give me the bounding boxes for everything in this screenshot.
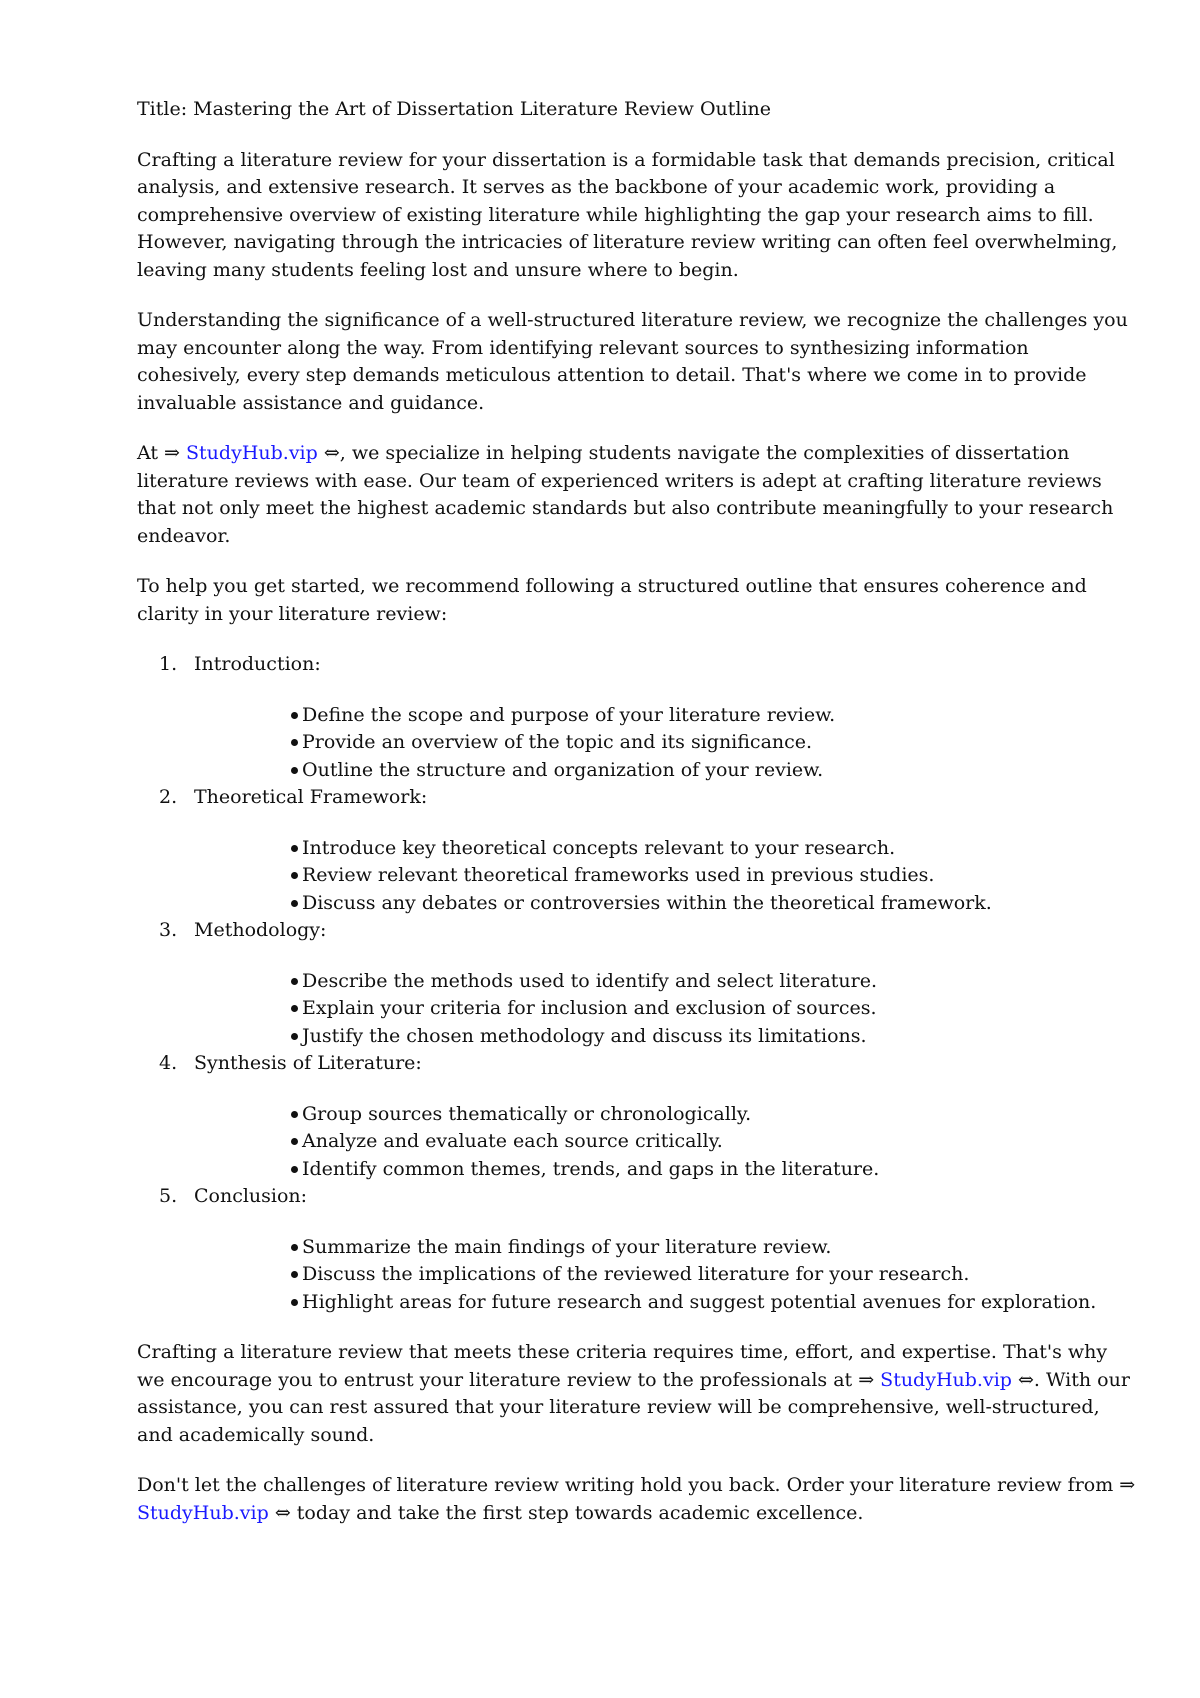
outline-points (194, 1234, 1137, 1317)
outline-point (291, 702, 1137, 730)
document-title: Title: Mastering the Art of Dissertation Literature Review Outline (137, 98, 772, 120)
studyhub-link[interactable]: StudyHub.vip (186, 442, 318, 464)
bullet-icon (291, 1244, 298, 1251)
paragraph-text: At ⇒ (137, 442, 187, 464)
outline-section (137, 1050, 1137, 1183)
bullet-icon (291, 900, 298, 907)
bullet-icon (291, 872, 298, 879)
outline-point (291, 995, 1137, 1023)
outline-point (291, 729, 1137, 757)
outline-point (291, 1234, 1137, 1262)
studyhub-link[interactable]: StudyHub.vip (137, 1501, 269, 1524)
paragraph-text: ⇔ today and take the first step towards academic excellence. (268, 1501, 864, 1524)
outline-point (291, 1128, 1137, 1156)
bullet-icon (291, 845, 298, 852)
outline-point-text: Highlight areas for future research and suggest potential avenues for exploration. (302, 1290, 1097, 1313)
outline-point-text: Explain your criteria for inclusion and exclusion of sources. (302, 997, 877, 1019)
outline-point (291, 1261, 1137, 1289)
outline-point-text: Introduce key theoretical concepts relevant to your research. (302, 836, 896, 859)
outline-point (291, 968, 1137, 996)
outline-heading: Methodology: (194, 919, 327, 941)
outline-points (194, 968, 1137, 1051)
paragraph-text: Crafting a literature review that meets these criteria requires time, effort, and expertise. That's why we encourage you to entrust your literature review to the professionals at ⇒ (137, 1341, 1108, 1391)
outline-heading: Theoretical Framework: (194, 786, 428, 808)
paragraph-entrust (137, 1339, 1137, 1449)
outline-point-text: Review relevant theoretical frameworks used in previous studies. (302, 864, 935, 886)
outline-point-text: Group sources thematically or chronologically. (302, 1102, 752, 1125)
outline-section (137, 784, 1137, 917)
paragraph-text: ⇔, we specialize in helping students navigate the complexities of dissertation literature reviews with ease. Our team of experienced writers is adept at crafting literature reviews that not only meet the highest academic standards but also contribute meaningfully to your research endeavor. (137, 442, 1114, 547)
paragraph-intro: Crafting a literature review for your dissertation is a formidable task that demands precision, critical analysis, and extensive research. It serves as the backbone of your academic work, providing a comprehensive overview of existing literature while highlighting the gap your research aims to fill. However, navigating through the intricacies of literature review writing can often feel overwhelming, leaving many students feeling lost and unsure where to begin. (137, 148, 1118, 281)
outline-point-text: Provide an overview of the topic and its significance. (302, 731, 813, 753)
outline-number: 5. (159, 1185, 178, 1207)
outline-point (291, 757, 1137, 785)
outline-point-text: Define the scope and purpose of your literature review. (302, 703, 836, 726)
paragraph-outline-intro: To help you get started, we recommend following a structured outline that ensures coherence and clarity in your literature review: (137, 575, 1087, 625)
outline-section (137, 917, 1137, 1050)
paragraph-closing (137, 1472, 1137, 1527)
outline-point (291, 1101, 1137, 1129)
outline-points (194, 702, 1137, 785)
outline-number: 1. (159, 653, 178, 675)
paragraph-text: ⇔. With our assistance, you can rest assured that your literature review will be comprehensive, well-structured, and academically sound. (137, 1368, 1130, 1446)
outline-point (291, 835, 1137, 863)
outline-point-text: Outline the structure and organization of your review. (302, 758, 824, 781)
bullet-icon (291, 1299, 298, 1306)
bullet-icon (291, 767, 298, 774)
outline-heading: Conclusion: (194, 1185, 308, 1207)
outline-point (291, 890, 1137, 918)
outline-point (291, 1289, 1137, 1317)
bullet-icon (291, 1033, 298, 1040)
bullet-icon (291, 978, 298, 985)
outline-list (137, 651, 1137, 1316)
outline-point (291, 862, 1137, 890)
bullet-icon (291, 739, 298, 746)
outline-point-text: Describe the methods used to identify and select literature. (302, 969, 878, 992)
outline-point-text: Justify the chosen methodology and discuss its limitations. (302, 1024, 867, 1047)
paragraph-studyhub-intro (137, 440, 1137, 550)
outline-number: 2. (159, 786, 178, 808)
outline-points (194, 1101, 1137, 1184)
paragraph-significance: Understanding the significance of a well-structured literature review, we recognize the challenges you may encounter along the way. From identifying relevant sources to synthesizing information cohesively, every step demands meticulous attention to detail. That's where we come in to provide invaluable assistance and guidance. (137, 309, 1128, 414)
bullet-icon (291, 1138, 298, 1145)
outline-section (137, 651, 1137, 784)
outline-heading: Synthesis of Literature: (194, 1052, 422, 1074)
outline-points (194, 835, 1137, 918)
paragraph-text: Don't let the challenges of literature review writing hold you back. Order your literature review from ⇒ (137, 1474, 1136, 1496)
bullet-icon (291, 712, 298, 719)
outline-point-text: Identify common themes, trends, and gaps in the literature. (302, 1157, 880, 1180)
outline-number: 4. (159, 1052, 178, 1074)
outline-heading: Introduction: (194, 653, 321, 675)
document-body (137, 96, 1137, 1550)
outline-point-text: Analyze and evaluate each source critically. (302, 1130, 723, 1152)
outline-number: 3. (159, 919, 178, 941)
bullet-icon (291, 1111, 298, 1118)
outline-point-text: Discuss any debates or controversies within the theoretical framework. (302, 891, 992, 914)
outline-point-text: Discuss the implications of the reviewed literature for your research. (302, 1263, 970, 1285)
bullet-icon (291, 1166, 298, 1173)
outline-point (291, 1023, 1137, 1051)
bullet-icon (291, 1005, 298, 1012)
studyhub-link[interactable]: StudyHub.vip (880, 1368, 1012, 1391)
outline-point (291, 1156, 1137, 1184)
bullet-icon (291, 1271, 298, 1278)
outline-point-text: Summarize the main findings of your literature review. (302, 1235, 832, 1258)
outline-section (137, 1183, 1137, 1316)
